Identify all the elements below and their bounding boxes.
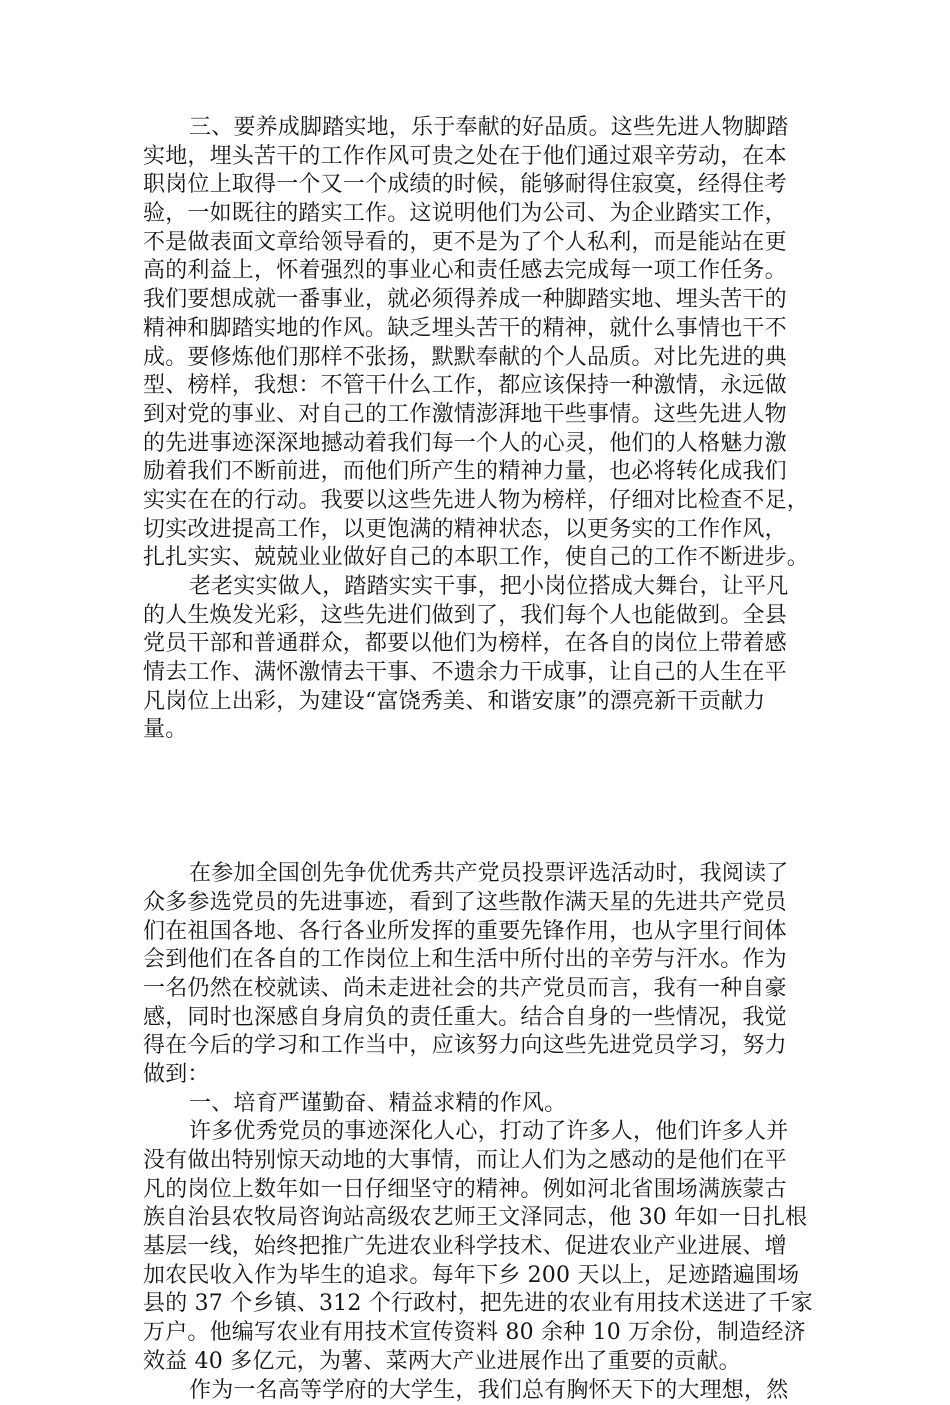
- text-line: 们在祖国各地、各行各业所发挥的重要先锋作用，也从字里行间体: [143, 918, 823, 947]
- text-line: 得在今后的学习和工作当中，应该努力向这些先进党员学习，努力: [143, 1032, 823, 1061]
- text-line: 一、培育严谨勤奋、精益求精的作风。: [143, 1090, 823, 1119]
- text-line: 精神和脚踏实地的作风。缺乏埋头苦干的精神，就什么事情也干不: [143, 315, 823, 344]
- section-two: [143, 860, 823, 1405]
- text-line: 党员干部和普通群众，都要以他们为榜样，在各自的岗位上带着感: [143, 630, 823, 659]
- text-line: 没有做出特别惊天动地的大事情，而让人们为之感动的是他们在平: [143, 1147, 823, 1176]
- text-line: 效益 40 多亿元，为薯、菜两大产业进展作出了重要的贡献。: [143, 1348, 823, 1377]
- text-line: 在参加全国创先争优优秀共产党员投票评选活动时，我阅读了: [143, 860, 823, 889]
- paragraph: [143, 573, 823, 745]
- text-line: 基层一线，始终把推广先进农业科学技术、促进农业产业进展、增: [143, 1233, 823, 1262]
- text-line: 族自治县农牧局咨询站高级农艺师王文泽同志，他 30 年如一日扎根: [143, 1204, 823, 1233]
- paragraph: [143, 114, 823, 573]
- text-line: 不是做表面文章给领导看的，更不是为了个人私利，而是能站在更: [143, 229, 823, 258]
- text-line: 众多参选党员的先进事迹，看到了这些散作满天星的先进共产党员: [143, 889, 823, 918]
- text-line: 一名仍然在校就读、尚未走进社会的共产党员而言，我有一种自豪: [143, 975, 823, 1004]
- text-line: 做到：: [143, 1061, 823, 1090]
- text-line: 到对党的事业、对自己的工作激情澎湃地干些事情。这些先进人物: [143, 401, 823, 430]
- text-line: 验，一如既往的踏实工作。这说明他们为公司、为企业踏实工作，: [143, 200, 823, 229]
- text-line: 凡的岗位上数年如一日仔细坚守的精神。例如河北省围场满族蒙古: [143, 1176, 823, 1205]
- text-line: 情去工作、满怀激情去干事、不遗余力干成事，让自己的人生在平: [143, 659, 823, 688]
- text-line: 我们要想成就一番事业，就必须得养成一种脚踏实地、埋头苦干的: [143, 286, 823, 315]
- document-page: [143, 114, 823, 1405]
- text-line: 万户。他编写农业有用技术宣传资料 80 余种 10 万余份，制造经济: [143, 1319, 823, 1348]
- text-line: 县的 37 个乡镇、312 个行政村，把先进的农业有用技术送进了千家: [143, 1290, 823, 1319]
- text-line: 型、榜样，我想：不管干什么工作，都应该保持一种激情，永远做: [143, 372, 823, 401]
- text-line: 三、要养成脚踏实地，乐于奉献的好品质。这些先进人物脚踏: [143, 114, 823, 143]
- paragraph: [143, 860, 823, 1090]
- text-line: 会到他们在各自的工作岗位上和生活中所付出的辛劳与汗水。作为: [143, 946, 823, 975]
- text-line: 励着我们不断前进，而他们所产生的精神力量，也必将转化成我们: [143, 458, 823, 487]
- section-one: [143, 114, 823, 745]
- paragraph: [143, 1377, 823, 1405]
- text-line: 量。: [143, 716, 823, 745]
- text-line: 实实在在的行动。我要以这些先进人物为榜样，仔细对比检查不足，: [143, 487, 823, 516]
- text-line: 实地，埋头苦干的工作作风可贵之处在于他们通过艰辛劳动，在本: [143, 143, 823, 172]
- text-line: 的人生焕发光彩，这些先进们做到了，我们每个人也能做到。全县: [143, 602, 823, 631]
- text-line: 高的利益上，怀着强烈的事业心和责任感去完成每一项工作任务。: [143, 257, 823, 286]
- section-gap: [143, 745, 823, 860]
- text-line: 职岗位上取得一个又一个成绩的时候，能够耐得住寂寞，经得住考: [143, 171, 823, 200]
- text-line: 感，同时也深感自身肩负的责任重大。结合自身的一些情况，我觉: [143, 1004, 823, 1033]
- paragraph: [143, 1118, 823, 1376]
- text-line: 扎扎实实、兢兢业业做好自己的本职工作，使自己的工作不断进步。: [143, 544, 823, 573]
- text-line: 的先进事迹深深地撼动着我们每一个人的心灵，他们的人格魅力激: [143, 430, 823, 459]
- text-line: 加农民收入作为毕生的追求。每年下乡 200 天以上，足迹踏遍围场: [143, 1262, 823, 1291]
- text-line: 老老实实做人，踏踏实实干事，把小岗位搭成大舞台，让平凡: [143, 573, 823, 602]
- text-line: 切实改进提高工作，以更饱满的精神状态，以更务实的工作作风，: [143, 516, 823, 545]
- text-line: 许多优秀党员的事迹深化人心，打动了许多人，他们许多人并: [143, 1118, 823, 1147]
- text-line: 凡岗位上出彩，为建设“富饶秀美、和谐安康”的漂亮新干贡献力: [143, 688, 823, 717]
- text-line: 成。要修炼他们那样不张扬，默默奉献的个人品质。对比先进的典: [143, 344, 823, 373]
- paragraph: [143, 1090, 823, 1119]
- text-line: 作为一名高等学府的大学生，我们总有胸怀天下的大理想，然: [143, 1377, 823, 1405]
